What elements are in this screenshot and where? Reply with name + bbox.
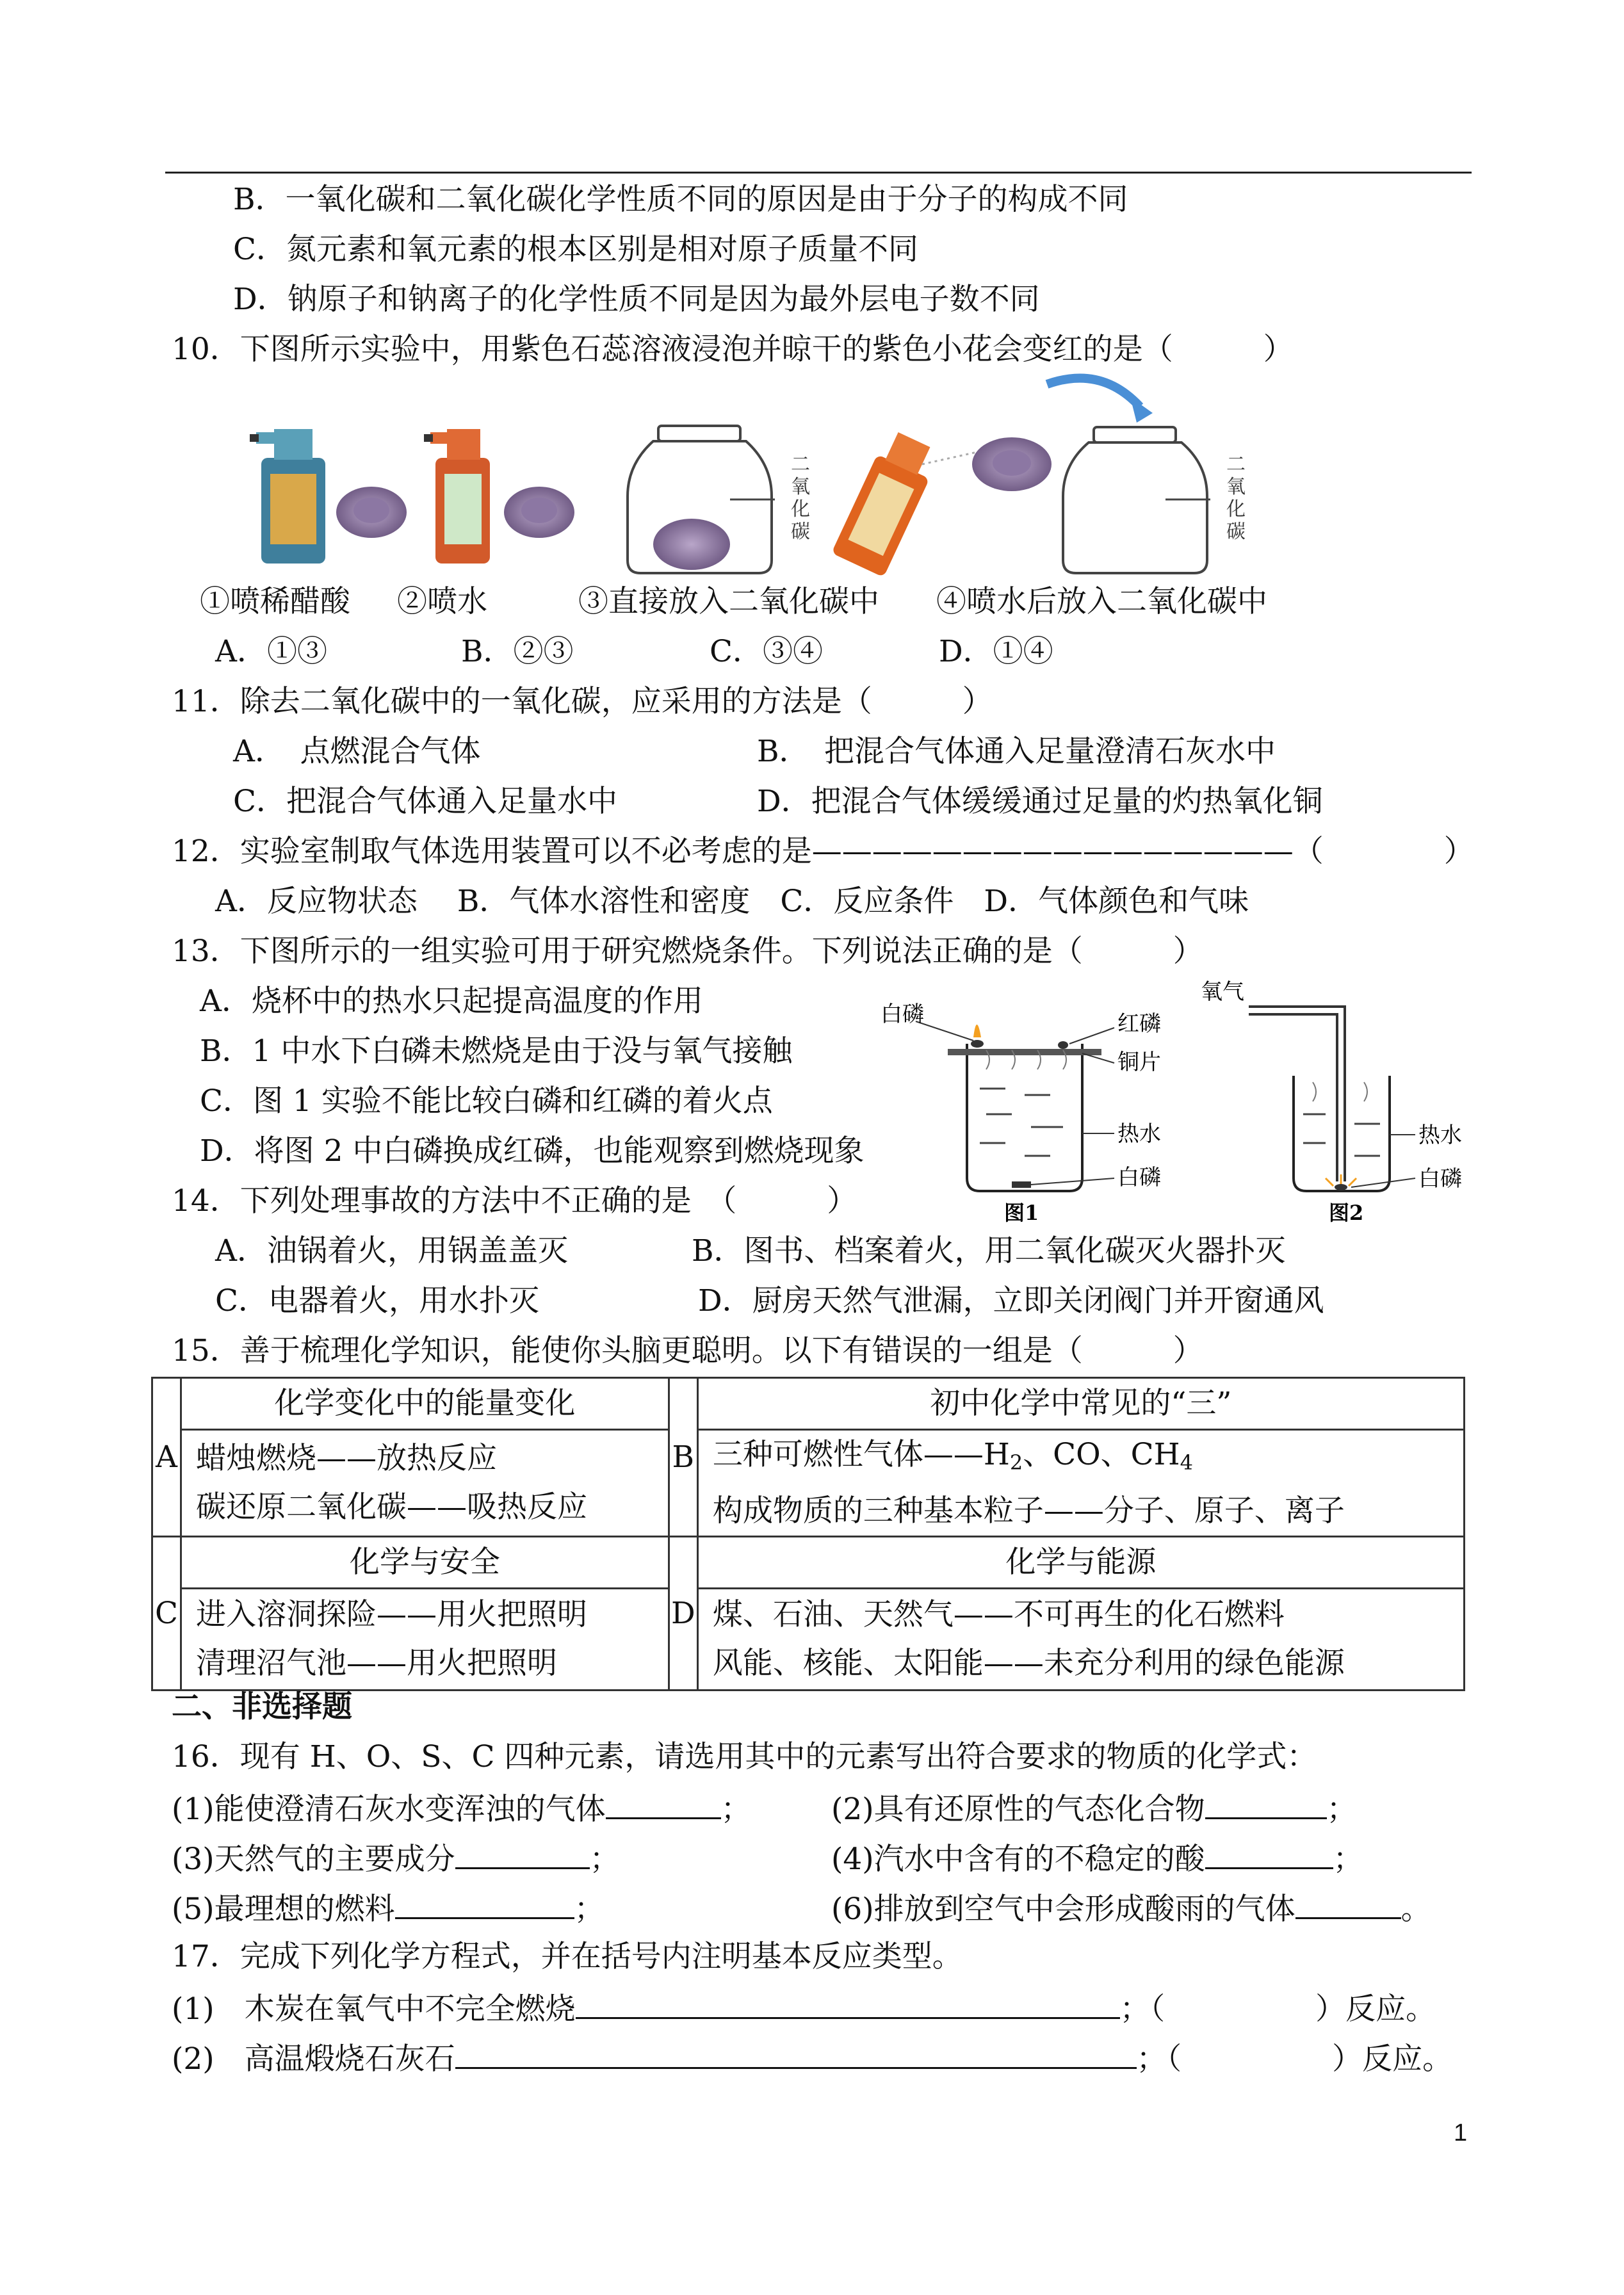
q16-item-4: (4)汽水中含有的不稳定的酸 ；: [831, 1838, 1363, 1879]
group-b-line2: 构成物质的三种基本粒子——分子、原子、离子: [712, 1493, 1345, 1529]
header-rule: [165, 172, 1472, 174]
fig2-oxygen-label: 氧气: [1201, 979, 1244, 1005]
q13-stem: 13．下图所示的一组实验可用于研究燃烧条件。下列说法正确的是（ ）: [172, 934, 1203, 969]
q14-option-c: C．电器着火，用水扑灭: [215, 1283, 539, 1318]
jar-label-1d: 碳: [791, 521, 810, 543]
q10-caption-2: ②喷水: [397, 584, 487, 619]
group-a-body: [181, 1430, 669, 1537]
q13-option-a: A．烧杯中的热水只起提高温度的作用: [200, 984, 703, 1019]
page-number: 1: [1454, 2120, 1468, 2146]
q11-option-b: B． 把混合气体通入足量澄清石灰水中: [757, 734, 1276, 769]
fig1-white-p-label: 白磷: [881, 1002, 924, 1027]
spray-bottle-icon: [424, 429, 490, 564]
fig1-caption: 图1: [1004, 1201, 1039, 1225]
q11-stem: 11．除去二氧化碳中的一氧化碳，应采用的方法是（ ）: [172, 684, 993, 719]
q17-item-2: (2) 高温煅烧石灰石 ；（ ）反应。: [172, 2038, 1452, 2079]
group-c-label: C: [152, 1537, 181, 1691]
q12-stem: 12．实验室制取气体选用装置可以不必考虑的是————————————————（ ）: [172, 834, 1474, 869]
q17-stem: 17．完成下列化学方程式，并在括号内注明基本反应类型。: [172, 1939, 962, 1974]
group-a-line1: 蜡烛燃烧——放热反应: [196, 1441, 497, 1476]
q11-option-a: A． 点燃混合气体: [233, 734, 481, 769]
q10-experiment-figure: [243, 368, 1300, 580]
spray-bottle-icon: [250, 429, 325, 564]
group-b-label: B: [669, 1378, 697, 1537]
q16-stem: 16．现有 H、O、S、C 四种元素，请选用其中的元素写出符合要求的物质的化学式：: [172, 1739, 1317, 1774]
group-d-label: D: [669, 1537, 697, 1691]
q13-option-d: D．将图 2 中白磷换成红磷，也能观察到燃烧现象: [200, 1133, 865, 1169]
jar-label-2: 二: [1226, 453, 1246, 476]
spray-bottle-icon: [831, 428, 941, 578]
gas-jar-icon: [1063, 427, 1210, 573]
q10-option-c: C．③④: [710, 634, 823, 669]
q10-option-d: D．①④: [939, 634, 1053, 669]
q14-option-d: D．厨房天然气泄漏，立即关闭阀门并开窗通风: [698, 1283, 1324, 1318]
q10-stem: 10．下图所示实验中，用紫色石蕊溶液浸泡并晾干的紫色小花会变红的是（ ）: [172, 332, 1294, 367]
q13-combustion-figure: [877, 973, 1479, 1229]
purple-flower-icon: [972, 437, 1052, 491]
q16-item-2: (2)具有还原性的气态化合物 ；: [831, 1788, 1357, 1829]
purple-flower-icon: [336, 487, 407, 538]
jar-label-2c: 化: [1226, 498, 1246, 521]
answer-blank[interactable]: [606, 1788, 721, 1819]
q13-option-c: C．图 1 实验不能比较白磷和红磷的着火点: [200, 1083, 773, 1119]
q16-item-6: (6)排放到空气中会形成酸雨的气体 。: [831, 1888, 1431, 1929]
fig2-white-p-label: 白磷: [1418, 1166, 1462, 1192]
group-b-line1: 三种可燃性气体$——H_2$、CO、$CH_4$: [712, 1437, 1193, 1475]
group-c-line1: 进入溶洞探险——用火把照明: [196, 1597, 587, 1632]
q14-option-a: A．油锅着火，用锅盖盖灭: [215, 1233, 568, 1269]
fig1-copper-label: 铜片: [1117, 1050, 1161, 1075]
fig1-white-p-under-label: 白磷: [1117, 1165, 1161, 1190]
q10-caption-3: ③直接放入二氧化碳中: [578, 584, 879, 619]
q16-item-3: (3)天然气的主要成分 ；: [172, 1838, 620, 1879]
q10-caption-4: ④喷水后放入二氧化碳中: [936, 584, 1267, 619]
q15-knowledge-table: [151, 1377, 1465, 1691]
answer-blank[interactable]: [455, 1838, 590, 1869]
group-d-line1: 煤、石油、天然气——不可再生的化石燃料: [712, 1597, 1285, 1632]
group-a-label: A: [152, 1378, 181, 1537]
q9-option-c: C．氮元素和氧元素的根本区别是相对原子质量不同: [233, 232, 918, 267]
q16-item-5: (5)最理想的燃料 ；: [172, 1888, 605, 1929]
group-d-body: [697, 1589, 1464, 1691]
answer-blank[interactable]: [455, 2038, 1137, 2069]
q13-option-b: B．1 中水下白磷未燃烧是由于没与氧气接触: [200, 1034, 793, 1069]
group-c-line2: 清理沼气池——用火把照明: [196, 1646, 557, 1681]
group-c-body: [181, 1589, 669, 1691]
q17-item-1: (1) 木炭在氧气中不完全燃烧 ；（ ）反应。: [172, 1988, 1436, 2029]
answer-blank[interactable]: [1205, 1838, 1333, 1869]
q9-option-b: B．一氧化碳和二氧化碳化学性质不同的原因是由于分子的构成不同: [233, 182, 1128, 217]
gas-jar-icon: [628, 426, 775, 573]
fig1-red-p-label: 红磷: [1117, 1011, 1161, 1037]
group-a-line2: 碳还原二氧化碳——吸热反应: [196, 1489, 587, 1525]
group-b-head: 初中化学中常见的“三”: [697, 1378, 1464, 1430]
group-c-head: 化学与安全: [181, 1537, 669, 1589]
fig1-hot-water-label: 热水: [1117, 1121, 1161, 1147]
jar-label-1b: 氧: [791, 476, 810, 498]
q14-option-b: B．图书、档案着火，用二氧化碳灭火器扑灭: [692, 1233, 1286, 1269]
q11-option-d: D．把混合气体缓缓通过足量的灼热氧化铜: [757, 784, 1323, 819]
q10-option-a: A．①③: [215, 634, 327, 669]
answer-blank[interactable]: [395, 1888, 574, 1919]
group-d-line2: 风能、核能、太阳能——未充分利用的绿色能源: [712, 1646, 1345, 1681]
q10-option-b: B．②③: [461, 634, 574, 669]
group-d-head: 化学与能源: [697, 1537, 1464, 1589]
q16-item-1: (1)能使澄清石灰水变浑浊的气体 ；: [172, 1788, 751, 1829]
jar-label-1: 二: [791, 453, 810, 476]
q11-option-c: C．把混合气体通入足量水中: [233, 784, 617, 819]
q12-options: A．反应物状态 B．气体水溶性和密度 C．反应条件 D．气体颜色和气味: [215, 884, 1249, 919]
purple-flower-icon: [504, 487, 574, 538]
q10-caption-1: ①喷稀醋酸: [200, 584, 350, 619]
fig2-caption: 图2: [1329, 1201, 1364, 1225]
group-b-body: [697, 1430, 1464, 1537]
q14-stem: 14．下列处理事故的方法中不正确的是 （ ）: [172, 1183, 857, 1219]
answer-blank[interactable]: [576, 1988, 1120, 2019]
answer-blank[interactable]: [1295, 1888, 1401, 1919]
section-heading: 二、非选择题: [172, 1689, 352, 1724]
jar-label-1c: 化: [791, 498, 810, 521]
q15-stem: 15．善于梳理化学知识，能使你头脑更聪明。以下有错误的一组是（ ）: [172, 1333, 1203, 1368]
q9-option-d: D．钠原子和钠离子的化学性质不同是因为最外层电子数不同: [233, 282, 1040, 317]
arrow-icon: [1047, 378, 1140, 407]
jar-label-2b: 氧: [1226, 476, 1246, 498]
fig2-hot-water-label: 热水: [1418, 1123, 1462, 1148]
jar-label-2d: 碳: [1226, 521, 1246, 543]
group-a-head: 化学变化中的能量变化: [181, 1378, 669, 1430]
answer-blank[interactable]: [1205, 1788, 1327, 1819]
